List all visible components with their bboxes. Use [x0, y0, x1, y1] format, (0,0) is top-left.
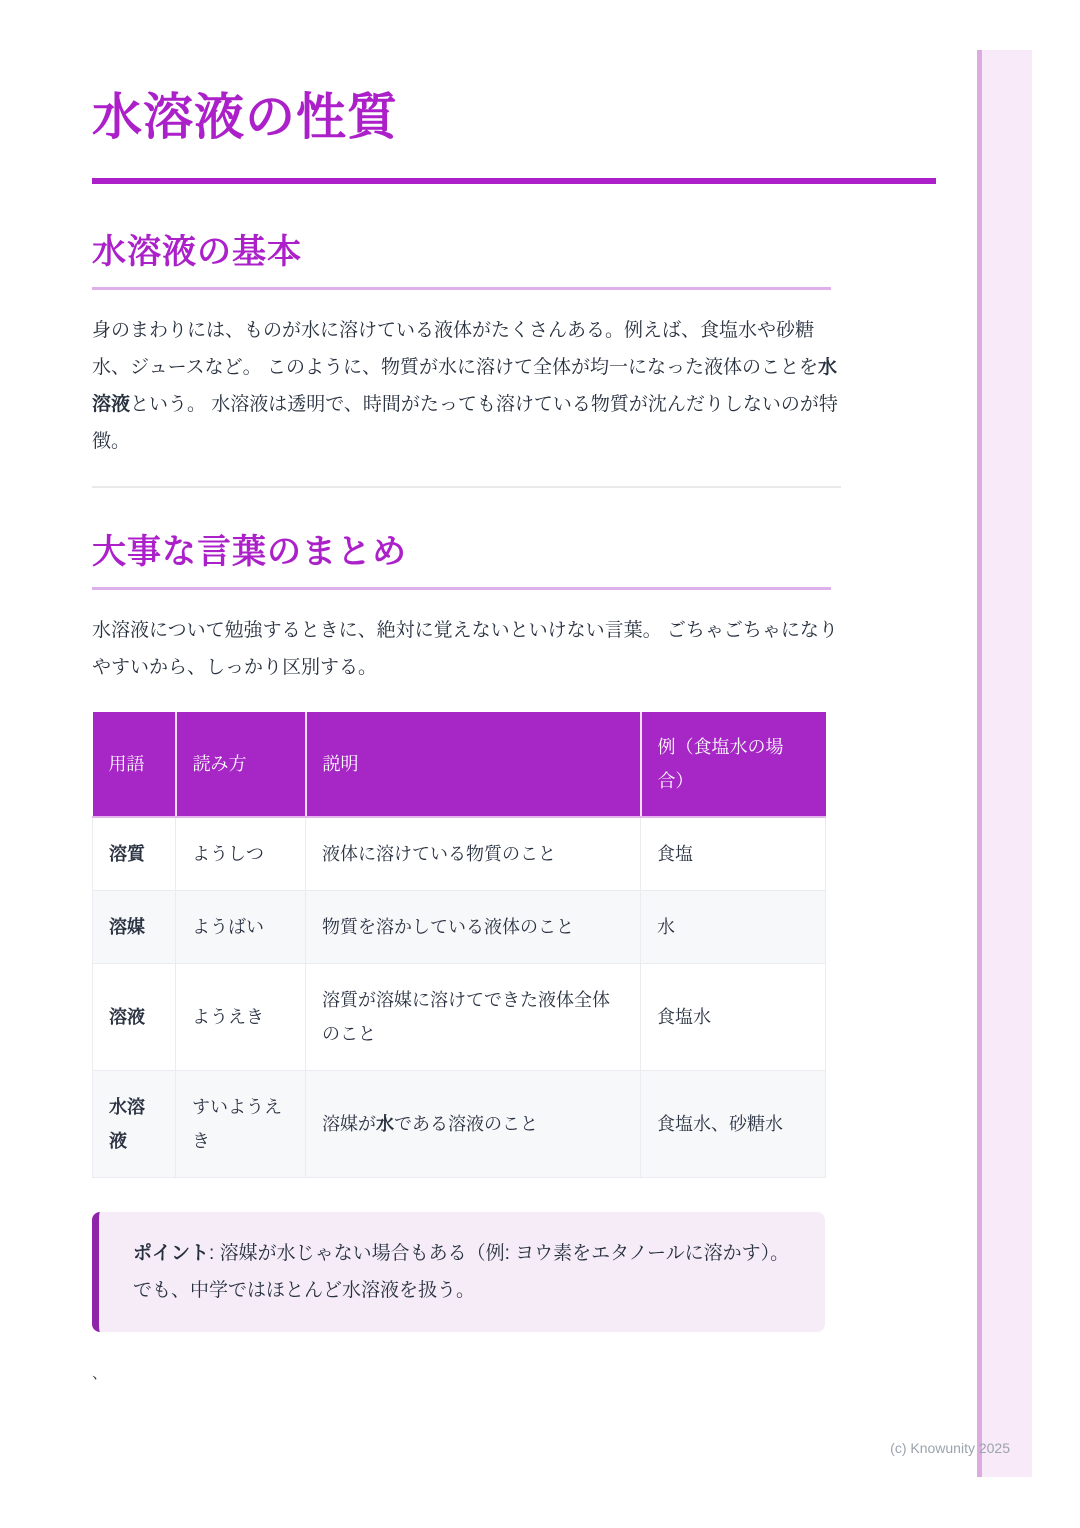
section-basics [92, 230, 936, 460]
document-content [92, 0, 936, 1383]
description-cell [306, 964, 641, 1071]
description-text: 液体に溶けている物質のこと [322, 844, 556, 864]
description-text: 溶媒が [322, 1114, 376, 1134]
terms-table-header [93, 712, 826, 817]
description-cell [306, 817, 641, 891]
term-cell: 溶媒 [93, 891, 176, 964]
page-footer: (c) Knowunity 2025 [890, 1440, 1010, 1456]
description-bold: 水 [376, 1114, 394, 1134]
example-cell: 食塩 [641, 817, 826, 891]
description-text: 物質を溶かしている液体のこと [322, 917, 574, 937]
term-cell: 溶質 [93, 817, 176, 891]
table-row [93, 1071, 826, 1178]
terms-table-body [93, 817, 826, 1178]
reading-cell: すいようえき [176, 1071, 306, 1178]
terms-table [92, 712, 826, 1178]
example-cell: 食塩水 [641, 964, 826, 1071]
right-margin-strip [977, 50, 1032, 1477]
stray-comma-mark: 、 [92, 1365, 108, 1382]
basics-paragraph-before: 身のまわりには、ものが水に溶けている液体がたくさんある。例えば、食塩水や砂糖水、ジュースなど。 このように、物質が水に溶けて全体が均一になった液体のことを [92, 320, 818, 378]
term-cell: 水溶液 [93, 1071, 176, 1178]
page-title: 水溶液の性質 [92, 89, 398, 145]
point-callout-label: ポイント [133, 1243, 210, 1264]
description-cell [306, 1071, 641, 1178]
column-header-example: 例（食塩水の場合） [641, 712, 826, 817]
example-cell: 食塩水、砂糖水 [641, 1071, 826, 1178]
section-heading-basics: 水溶液の基本 [92, 233, 302, 271]
example-cell: 水 [641, 891, 826, 964]
section-key-terms [92, 530, 936, 1332]
point-callout [92, 1212, 825, 1332]
reading-cell: ようしつ [176, 817, 306, 891]
reading-cell: ようばい [176, 891, 306, 964]
title-rule [92, 178, 936, 184]
section-divider [92, 486, 841, 488]
description-text: 溶質が溶媒に溶けてできた液体全体のこと [322, 990, 610, 1044]
description-text: である溶液のこと [394, 1114, 538, 1134]
reading-cell: ようえき [176, 964, 306, 1071]
section-heading-underline [92, 230, 831, 290]
table-row [93, 891, 826, 964]
point-callout-text: : 溶媒が水じゃない場合もある（例: ヨウ素をエタノールに溶かす）。でも、中学ではほとんど水溶液を扱う。 [133, 1243, 790, 1301]
section-heading-underline [92, 530, 831, 590]
column-header-reading: 読み方 [176, 712, 306, 817]
section-heading-key-terms: 大事な言葉のまとめ [92, 533, 407, 571]
term-cell: 溶液 [93, 964, 176, 1071]
table-row [93, 964, 826, 1071]
key-terms-paragraph: 水溶液について勉強するときに、絶対に覚えないといけない言葉。 ごちゃごちゃになりやすいから、しっかり区別する。 [92, 620, 838, 678]
column-header-term: 用語 [93, 712, 176, 817]
basics-paragraph [92, 312, 847, 460]
basics-paragraph-bold-term: 水溶液 [92, 357, 837, 415]
basics-paragraph-after: という。 水溶液は透明で、時間がたっても溶けている物質が沈んだりしないのが特徴。 [92, 394, 838, 452]
column-header-description: 説明 [306, 712, 641, 817]
table-row [93, 817, 826, 891]
table-header-row [93, 712, 826, 817]
description-cell [306, 891, 641, 964]
